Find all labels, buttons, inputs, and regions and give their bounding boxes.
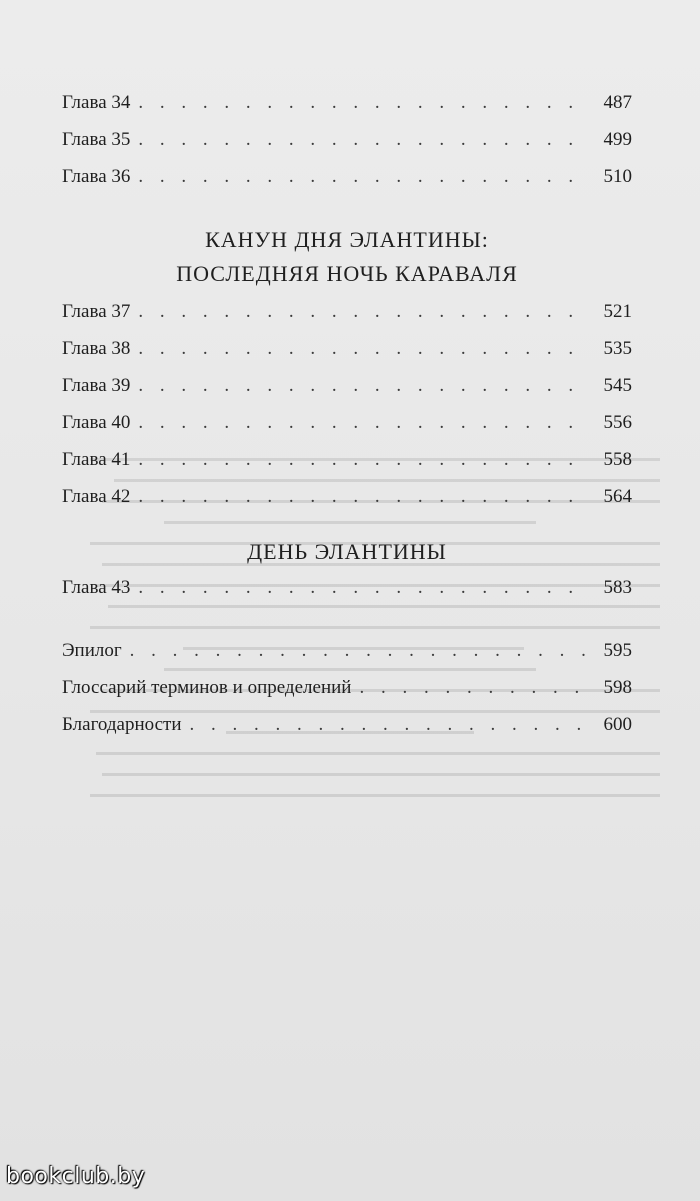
dot-leader (138, 166, 590, 188)
toc-page-number: 535 (603, 338, 632, 359)
dot-leader (138, 577, 590, 599)
toc-page-number: 545 (603, 375, 632, 396)
toc-label: Глава 38 (62, 338, 131, 359)
dot-leader (138, 449, 590, 471)
toc-label: Глава 40 (62, 412, 131, 433)
dot-leader (130, 640, 590, 662)
dot-leader (138, 301, 590, 323)
toc-label: Глава 37 (62, 301, 131, 322)
toc-page-number: 598 (603, 677, 632, 698)
toc-label: Благодарности (62, 714, 182, 735)
toc-row-chapter-42 (62, 486, 632, 523)
dot-leader (138, 129, 590, 151)
dot-leader (359, 677, 590, 699)
toc-page-number: 600 (603, 714, 632, 735)
spacer (62, 614, 632, 640)
toc-page-number: 556 (603, 412, 632, 433)
toc-label: Глава 41 (62, 449, 131, 470)
toc-row-chapter-34 (62, 92, 632, 129)
toc-row-chapter-37 (62, 301, 632, 338)
toc-label: Глава 42 (62, 486, 131, 507)
dot-leader (138, 375, 590, 397)
dot-leader (138, 338, 590, 360)
toc-page-number: 564 (603, 486, 632, 507)
table-of-contents (62, 92, 632, 751)
section-heading-eve (62, 223, 632, 291)
toc-page-number: 510 (603, 166, 632, 187)
toc-row-epilogue (62, 640, 632, 677)
site-watermark: bookclub.by (6, 1164, 146, 1189)
dot-leader (190, 714, 591, 736)
toc-row-chapter-35 (62, 129, 632, 166)
toc-label: Глава 39 (62, 375, 131, 396)
toc-page-number: 521 (603, 301, 632, 322)
toc-label: Глава 35 (62, 129, 131, 150)
toc-page-number: 487 (603, 92, 632, 113)
section-heading-line-1: КАНУН ДНЯ ЭЛАНТИНЫ: (205, 227, 489, 252)
toc-page-number: 595 (603, 640, 632, 661)
toc-label: Глава 43 (62, 577, 131, 598)
toc-page-number: 558 (603, 449, 632, 470)
toc-row-chapter-38 (62, 338, 632, 375)
toc-page-number: 499 (603, 129, 632, 150)
toc-label: Эпилог (62, 640, 122, 661)
dot-leader (138, 486, 590, 508)
section-heading-line-1: ДЕНЬ ЭЛАНТИНЫ (247, 539, 447, 564)
dot-leader (138, 92, 590, 114)
toc-row-chapter-36 (62, 166, 632, 203)
toc-row-acknowledgements (62, 714, 632, 751)
toc-label: Глава 36 (62, 166, 131, 187)
toc-row-chapter-40 (62, 412, 632, 449)
toc-label: Глоссарий терминов и определений (62, 677, 352, 698)
toc-row-glossary (62, 677, 632, 714)
toc-label: Глава 34 (62, 92, 131, 113)
section-heading-line-2: ПОСЛЕДНЯЯ НОЧЬ КАРАВАЛЯ (176, 261, 518, 286)
section-heading-day (62, 535, 632, 569)
toc-row-chapter-41 (62, 449, 632, 486)
dot-leader (138, 412, 590, 434)
toc-page-number: 583 (603, 577, 632, 598)
toc-row-chapter-39 (62, 375, 632, 412)
toc-row-chapter-43 (62, 577, 632, 614)
